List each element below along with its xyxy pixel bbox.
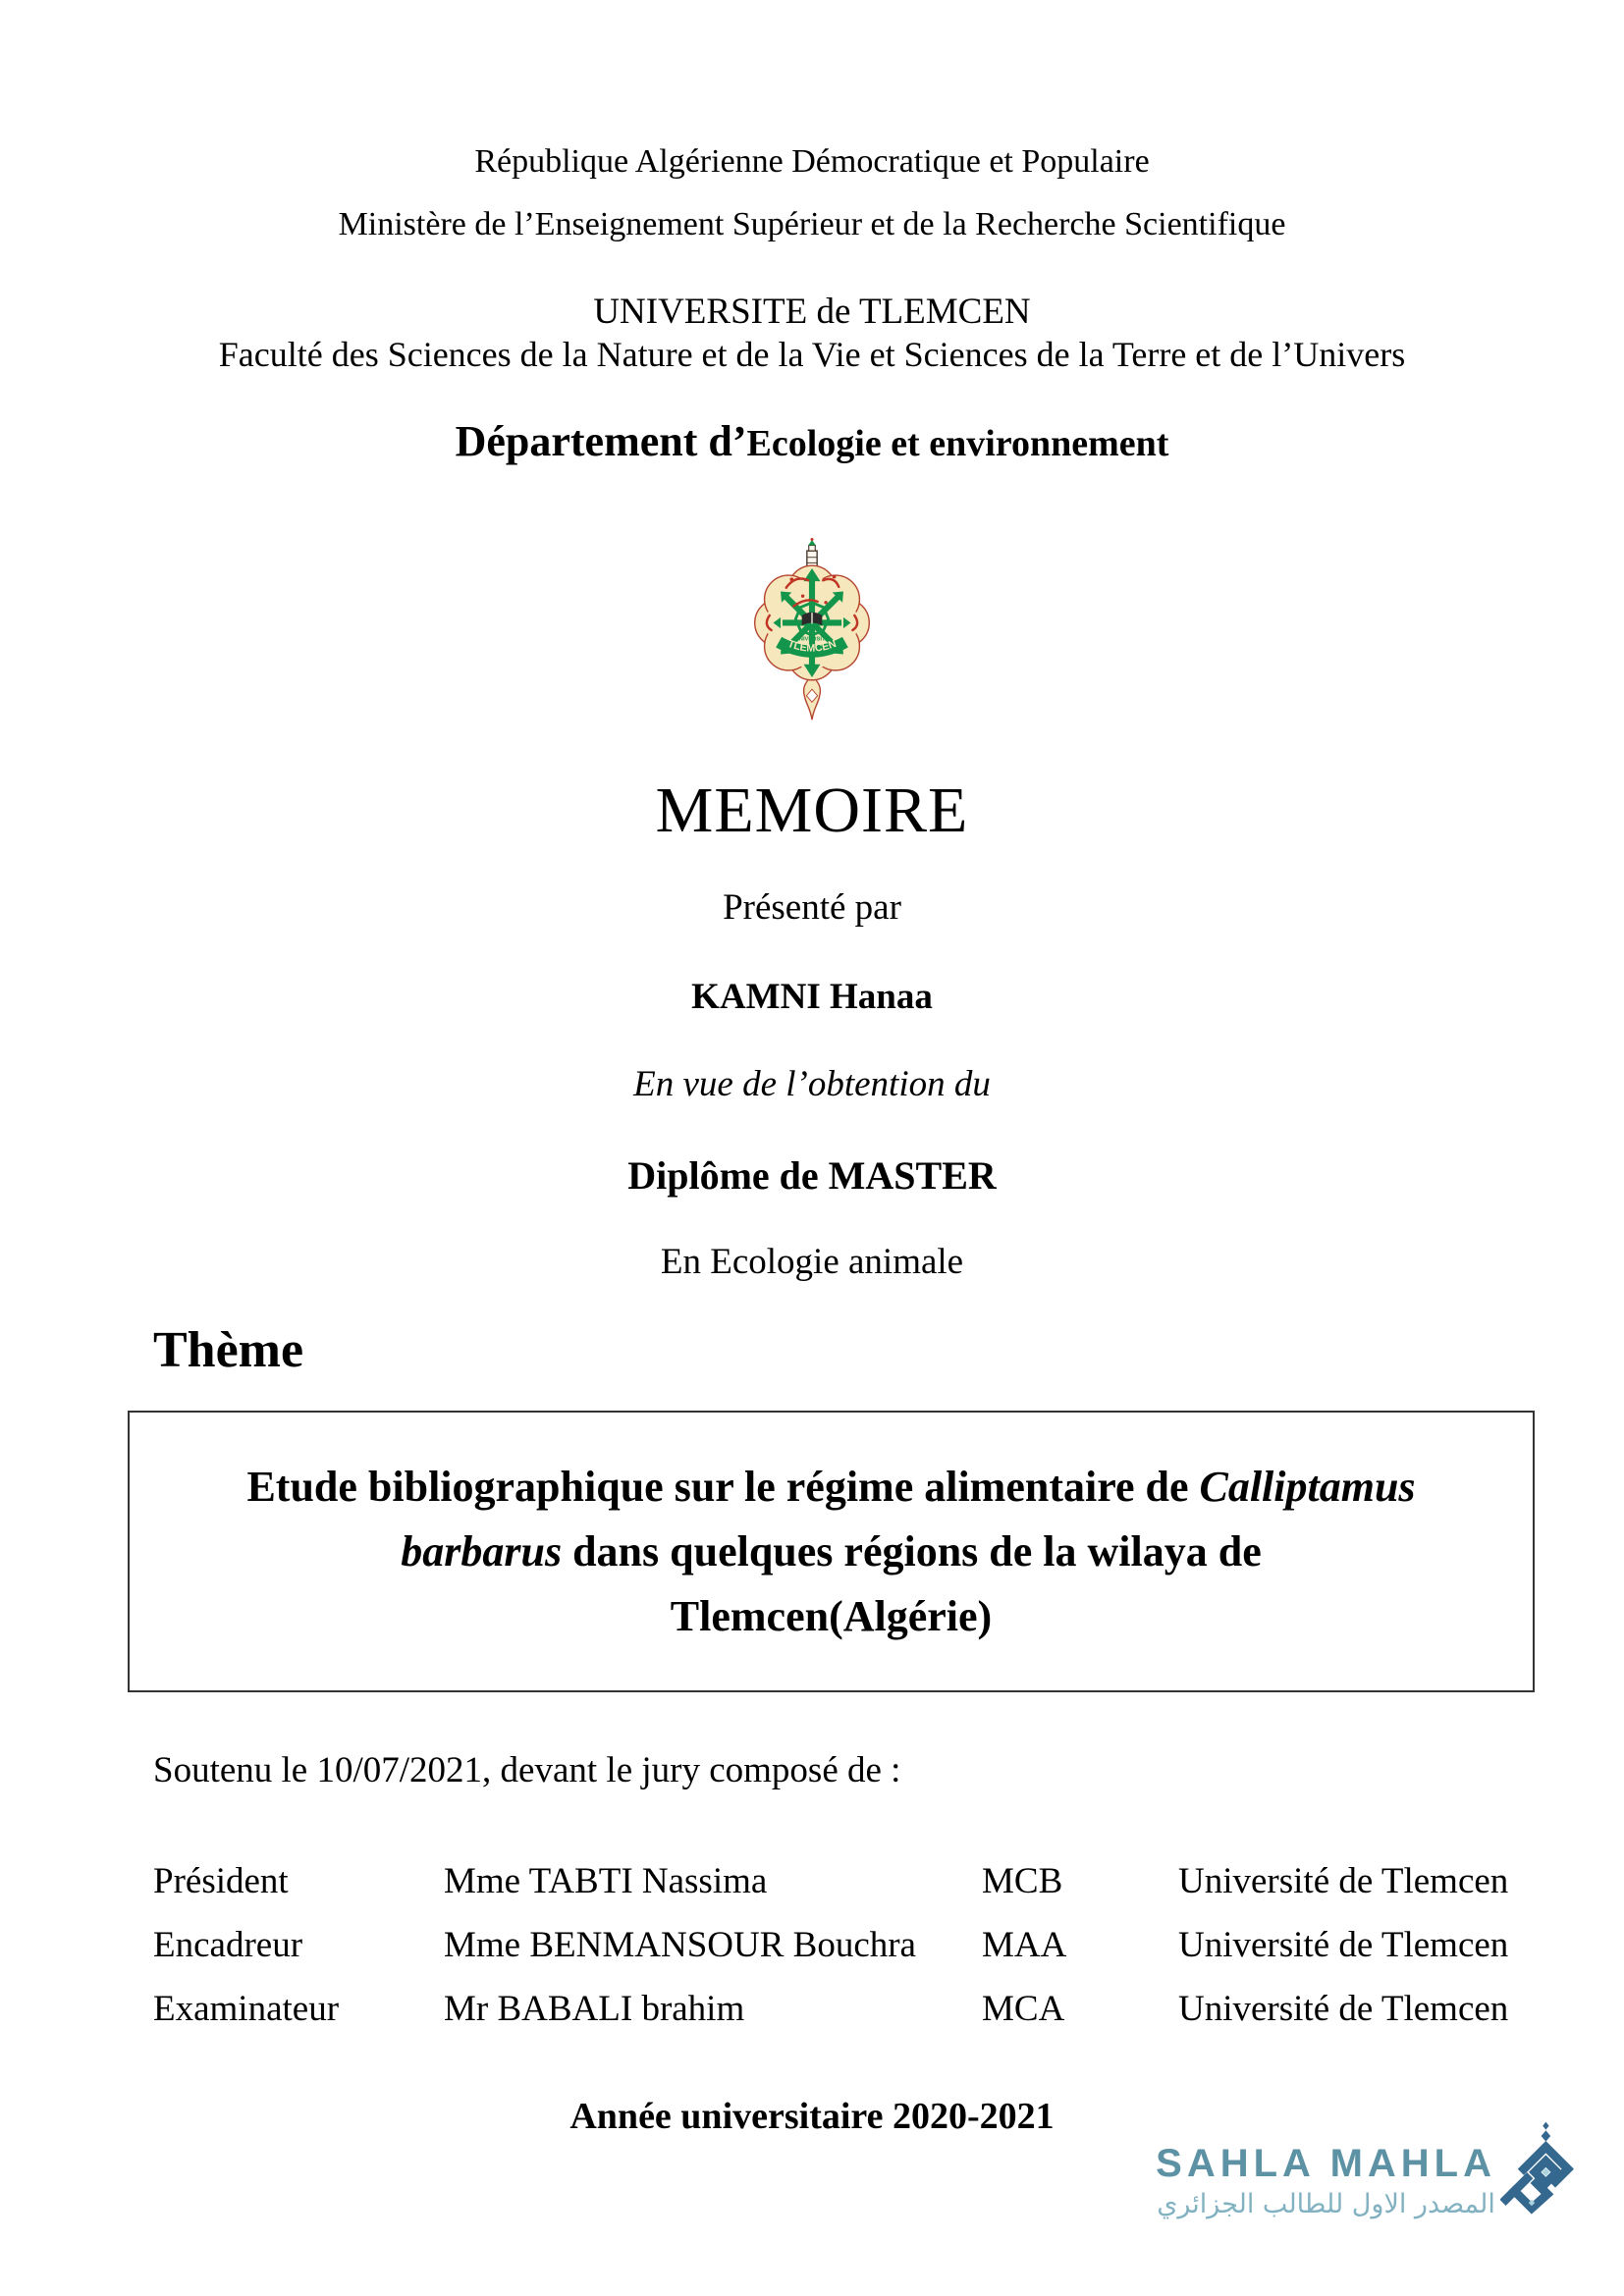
ministry-line: Ministère de l’Enseignement Supérieur et de la Recherche Scientifique: [338, 206, 1286, 242]
sahla-mahla-tagline-arabic: المصدر الاول للطالب الجزائري: [1157, 2189, 1495, 2219]
jury-institution: Université de Tlemcen: [1178, 1989, 1509, 2029]
sahla-mahla-wordmark: SAHLA MAHLA: [1156, 2142, 1496, 2185]
jury-institution: Université de Tlemcen: [1178, 1861, 1509, 1901]
author-name: KAMNI Hanaa: [691, 977, 933, 1017]
table-row: [153, 1927, 1518, 1964]
university-logo: [0, 538, 1624, 727]
sahla-mahla-branding: [1156, 2118, 1579, 2219]
thesis-title-line-1: [130, 1455, 1533, 1520]
jury-role: Examinateur: [153, 1989, 340, 2029]
jury-role: Président: [153, 1861, 289, 1901]
table-row: [153, 1991, 1518, 2028]
thesis-title-box: [128, 1411, 1535, 1692]
thesis-title-text: dans quelques régions de la wilaya de: [562, 1526, 1262, 1575]
jury-role: Encadreur: [153, 1925, 303, 1965]
defense-statement: Soutenu le 10/07/2021, devant le jury composé de :: [153, 1750, 901, 1790]
jury-member-name: Mme BENMANSOUR Bouchra: [444, 1925, 916, 1965]
diploma-line: Diplôme de MASTER: [627, 1153, 997, 1198]
department-prefix: Département d’: [455, 417, 747, 465]
republic-line: République Algérienne Démocratique et Populaire: [474, 143, 1150, 180]
department-name: [0, 416, 1624, 466]
jury-institution: Université de Tlemcen: [1178, 1925, 1509, 1965]
academic-year-line: Année universitaire 2020-2021: [569, 2096, 1055, 2137]
specialty-line: En Ecologie animale: [660, 1242, 964, 1282]
jury-grade: MCB: [982, 1861, 1063, 1901]
logo-text-tlemcen: TLEMCEN: [785, 637, 839, 655]
department-rest: Ecologie et environnement: [746, 423, 1169, 464]
university-name: UNIVERSITE de TLEMCEN: [593, 292, 1031, 332]
thesis-title-text: Etude bibliographique sur le régime alimentaire de: [246, 1462, 1200, 1511]
species-name-part-1: Calliptamus: [1199, 1462, 1416, 1511]
faculty-name: Faculté des Sciences de la Nature et de la Vie et Sciences de la Terre et de l’Univers: [218, 335, 1406, 374]
sahla-mahla-text-block: [1156, 2118, 1496, 2219]
jury-member-name: Mme TABTI Nassima: [444, 1861, 768, 1901]
jury-member-name: Mr BABALI brahim: [444, 1989, 745, 2029]
jury-grade: MCA: [982, 1989, 1065, 2029]
tlemcen-university-seal-icon: [737, 538, 887, 722]
thesis-title-text: Tlemcen(Algérie): [670, 1591, 993, 1640]
thesis-title-line-2: [130, 1520, 1533, 1584]
sahla-mahla-logo-icon: [1500, 2118, 1579, 2216]
species-name-part-2: barbarus: [401, 1526, 563, 1575]
presented-by-line: Présenté par: [723, 887, 901, 928]
theme-label: Thème: [153, 1322, 304, 1378]
logo-text-universite: UNIVERSITE: [794, 636, 830, 643]
thesis-title-line-3: [130, 1584, 1533, 1649]
jury-table: [153, 1863, 1518, 2055]
memoire-title: MEMOIRE: [655, 774, 969, 846]
table-row: [153, 1863, 1518, 1900]
jury-grade: MAA: [982, 1925, 1067, 1965]
purpose-line: En vue de l’obtention du: [633, 1064, 991, 1104]
